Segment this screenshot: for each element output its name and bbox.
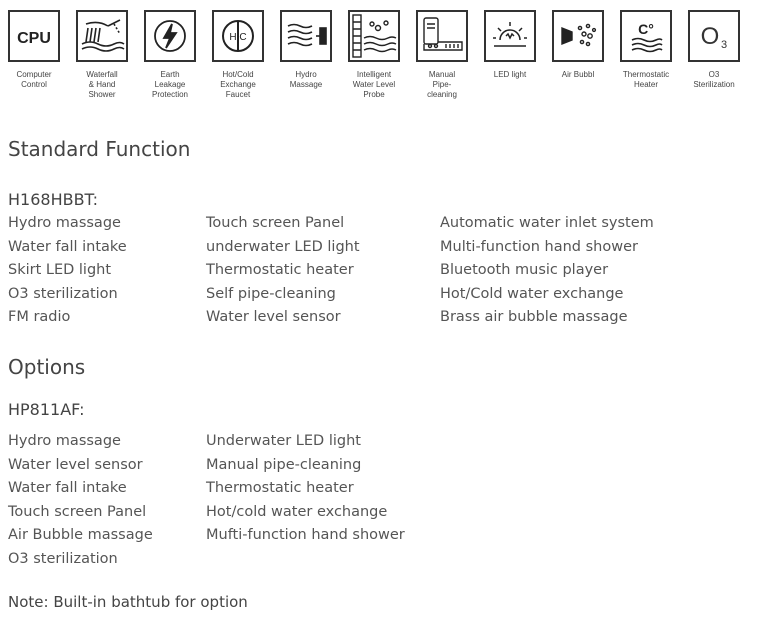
list-item: Multi-function hand shower: [440, 238, 638, 255]
feature-label: Thermostatic Heater: [622, 70, 670, 89]
list-item: Manual pipe-cleaning: [206, 456, 362, 473]
list-item: Skirt LED light: [8, 262, 112, 279]
standard-function-heading: Standard Function: [8, 137, 191, 161]
options-model-label: HP811AF:: [8, 400, 85, 419]
list-item: Thermostatic heater: [206, 480, 354, 497]
feature-label: Hydro Massage: [289, 70, 323, 89]
list-item: Hydro massage: [8, 215, 121, 231]
list-item: O3 sterilization: [8, 550, 118, 567]
hot-cold-icon: [212, 10, 264, 62]
air-bubble-icon: [552, 10, 604, 62]
thermostatic-heater-icon: [620, 10, 672, 62]
water-level-probe-icon: [348, 10, 400, 62]
options-column-2: [206, 430, 405, 548]
list-item: Bluetooth music player: [440, 262, 609, 279]
list-item: Automatic water inlet system: [440, 215, 654, 231]
options-column-1: [8, 430, 153, 572]
list-item: Touch screen Panel: [8, 503, 147, 520]
options-heading: Options: [8, 355, 86, 379]
feature-label: Hot/Cold Exchange Faucet: [220, 70, 256, 99]
list-item: Water level sensor: [8, 456, 143, 473]
list-item: Thermostatic heater: [206, 262, 354, 279]
o3-glyph: O: [700, 23, 720, 50]
hot-cold-glyph: H C: [229, 32, 247, 43]
cpu-glyph: CPU: [17, 30, 51, 47]
feature-label: Waterfall & Hand Shower: [86, 70, 118, 99]
list-item: Mufti-function hand shower: [206, 527, 405, 544]
footnote: Note: Built-in bathtub for option: [8, 593, 248, 611]
o3-subscript: 3: [720, 39, 728, 51]
list-item: Brass air bubble massage: [440, 309, 628, 326]
heater-glyph: C°: [638, 21, 654, 37]
list-item: Water fall intake: [8, 238, 127, 255]
feature-label: LED light: [493, 70, 527, 79]
cpu-icon: [8, 10, 60, 62]
lightning-icon: [144, 10, 196, 62]
list-item: Water level sensor: [206, 309, 341, 326]
list-item: Hot/Cold water exchange: [440, 285, 624, 302]
led-light-icon: [484, 10, 536, 62]
feature-label: Computer Control: [16, 70, 52, 89]
pipe-cleaning-icon: [416, 10, 468, 62]
feature-label: Intelligent Water Level Probe: [352, 70, 396, 99]
list-item: underwater LED light: [206, 238, 360, 255]
standard-column-1: [8, 212, 127, 330]
list-item: Self pipe-cleaning: [206, 285, 336, 302]
list-item: Touch screen Panel: [206, 215, 345, 231]
o3-icon: [688, 10, 740, 62]
list-item: Underwater LED light: [206, 433, 361, 449]
feature-label: Manual Pipe- cleaning: [427, 70, 457, 99]
list-item: Hot/cold water exchange: [206, 503, 388, 520]
feature-label: Air Bubbl: [561, 70, 595, 79]
feature-label: Earth Leakage Protection: [151, 70, 189, 99]
list-item: O3 sterilization: [8, 285, 118, 302]
standard-column-3: [440, 212, 654, 330]
list-item: Water fall intake: [8, 480, 127, 497]
list-item: Air Bubble massage: [8, 527, 153, 544]
hydro-massage-icon: [280, 10, 332, 62]
list-item: FM radio: [8, 309, 71, 326]
feature-label: O3 Sterilization: [693, 70, 735, 89]
list-item: Hydro massage: [8, 433, 121, 449]
waterfall-shower-icon: [76, 10, 128, 62]
standard-model-label: H168HBBT:: [8, 190, 98, 209]
standard-column-2: [206, 212, 360, 330]
